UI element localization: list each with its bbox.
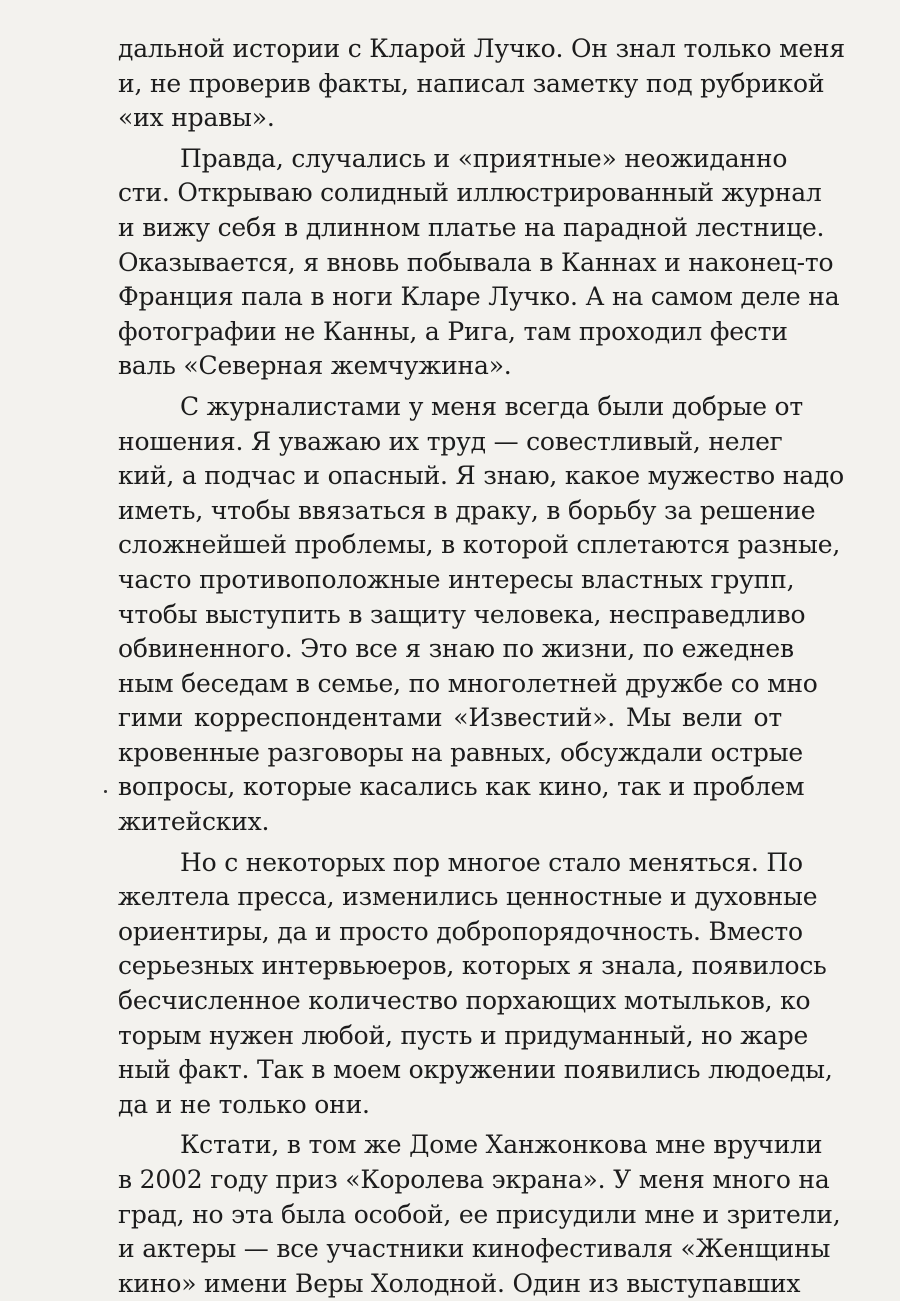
text-line: ориентиры, да и просто добропорядочность. Вместо (118, 916, 803, 946)
text-line: С журналистами у меня всегда были добрые от (180, 391, 804, 421)
text-line: торым нужен любой, пусть и придуманный, но жаре (118, 1020, 809, 1050)
paragraph (118, 846, 833, 1123)
text-line: и, не проверив факты, написал заметку под рубрикой (118, 68, 825, 98)
text-line: валь «Северная жемчужина». (118, 351, 512, 381)
text-line: серьезных интервьюеров, которых я знала, появилось (118, 951, 827, 981)
text-line: сти. Открываю солидный иллюстрированный журнал (118, 178, 822, 208)
text-line: ным беседам в семье, по многолетней дружбе со мно (118, 668, 818, 698)
text-line: кровенные разговоры на равных, обсуждали острые (118, 737, 804, 767)
paragraph (118, 32, 845, 136)
text-line: кий, а подчас и опасный. Я знаю, какое мужество надо (118, 461, 844, 491)
text-line: и вижу себя в длинном платье на парадной лестнице. (118, 212, 825, 242)
body-text (118, 32, 845, 1301)
text-line: иметь, чтобы ввязаться в драку, в борьбу за решение (118, 495, 816, 525)
text-line: Но с некоторых пор многое стало меняться. По (180, 847, 803, 877)
text-line: град, но эта была особой, ее присудили мне и зрители, (118, 1199, 841, 1229)
text-line: обвиненного. Это все я знаю по жизни, по ежеднев (118, 634, 794, 664)
paragraph (118, 142, 840, 384)
text-line: ношения. Я уважаю их труд — совестливый, нелег (118, 426, 783, 456)
text-line: Кстати, в том же Доме Ханжонкова мне вручили (180, 1130, 823, 1160)
text-line: вопросы, которые касались как кино, так и проблем (118, 772, 805, 802)
text-line: гими корреспондентами «Известий». Мы вели от (118, 703, 782, 733)
text-line: сложнейшей проблемы, в которой сплетаются разные, (118, 530, 841, 560)
text-line: желтела пресса, изменились ценностные и духовные (118, 882, 818, 912)
text-line: дальной истории с Кларой Лучко. Он знал только меня (118, 34, 845, 63)
text-line: Оказывается, я вновь побывала в Каннах и наконец-то (118, 247, 834, 277)
text-line: да и не только они. (118, 1089, 370, 1119)
paragraph (118, 1128, 841, 1301)
text-line: житейских. (118, 807, 270, 837)
text-line: часто противоположные интересы властных групп, (118, 564, 795, 594)
text-line: и актеры — все участники кинофестиваля «Женщины (118, 1234, 831, 1264)
text-line: чтобы выступить в защиту человека, несправедливо (118, 599, 806, 629)
text-line: Правда, случались и «приятные» неожиданно (180, 143, 788, 173)
text-line: ный факт. Так в моем окружении появились людоеды, (118, 1055, 833, 1085)
text-line: «их нравы». (118, 103, 275, 133)
text-line: кино» имени Веры Холодной. Один из выступавших (118, 1268, 801, 1298)
print-speck (104, 790, 107, 793)
text-line: в 2002 году приз «Королева экрана». У меня много на (118, 1165, 830, 1194)
paragraph (118, 390, 844, 840)
text-line: фотографии не Канны, а Рига, там проходил фести (118, 316, 788, 346)
text-line: Франция пала в ноги Кларе Лучко. А на самом деле на (118, 282, 840, 312)
text-line: бесчисленное количество порхающих мотыльков, ко (118, 986, 811, 1016)
